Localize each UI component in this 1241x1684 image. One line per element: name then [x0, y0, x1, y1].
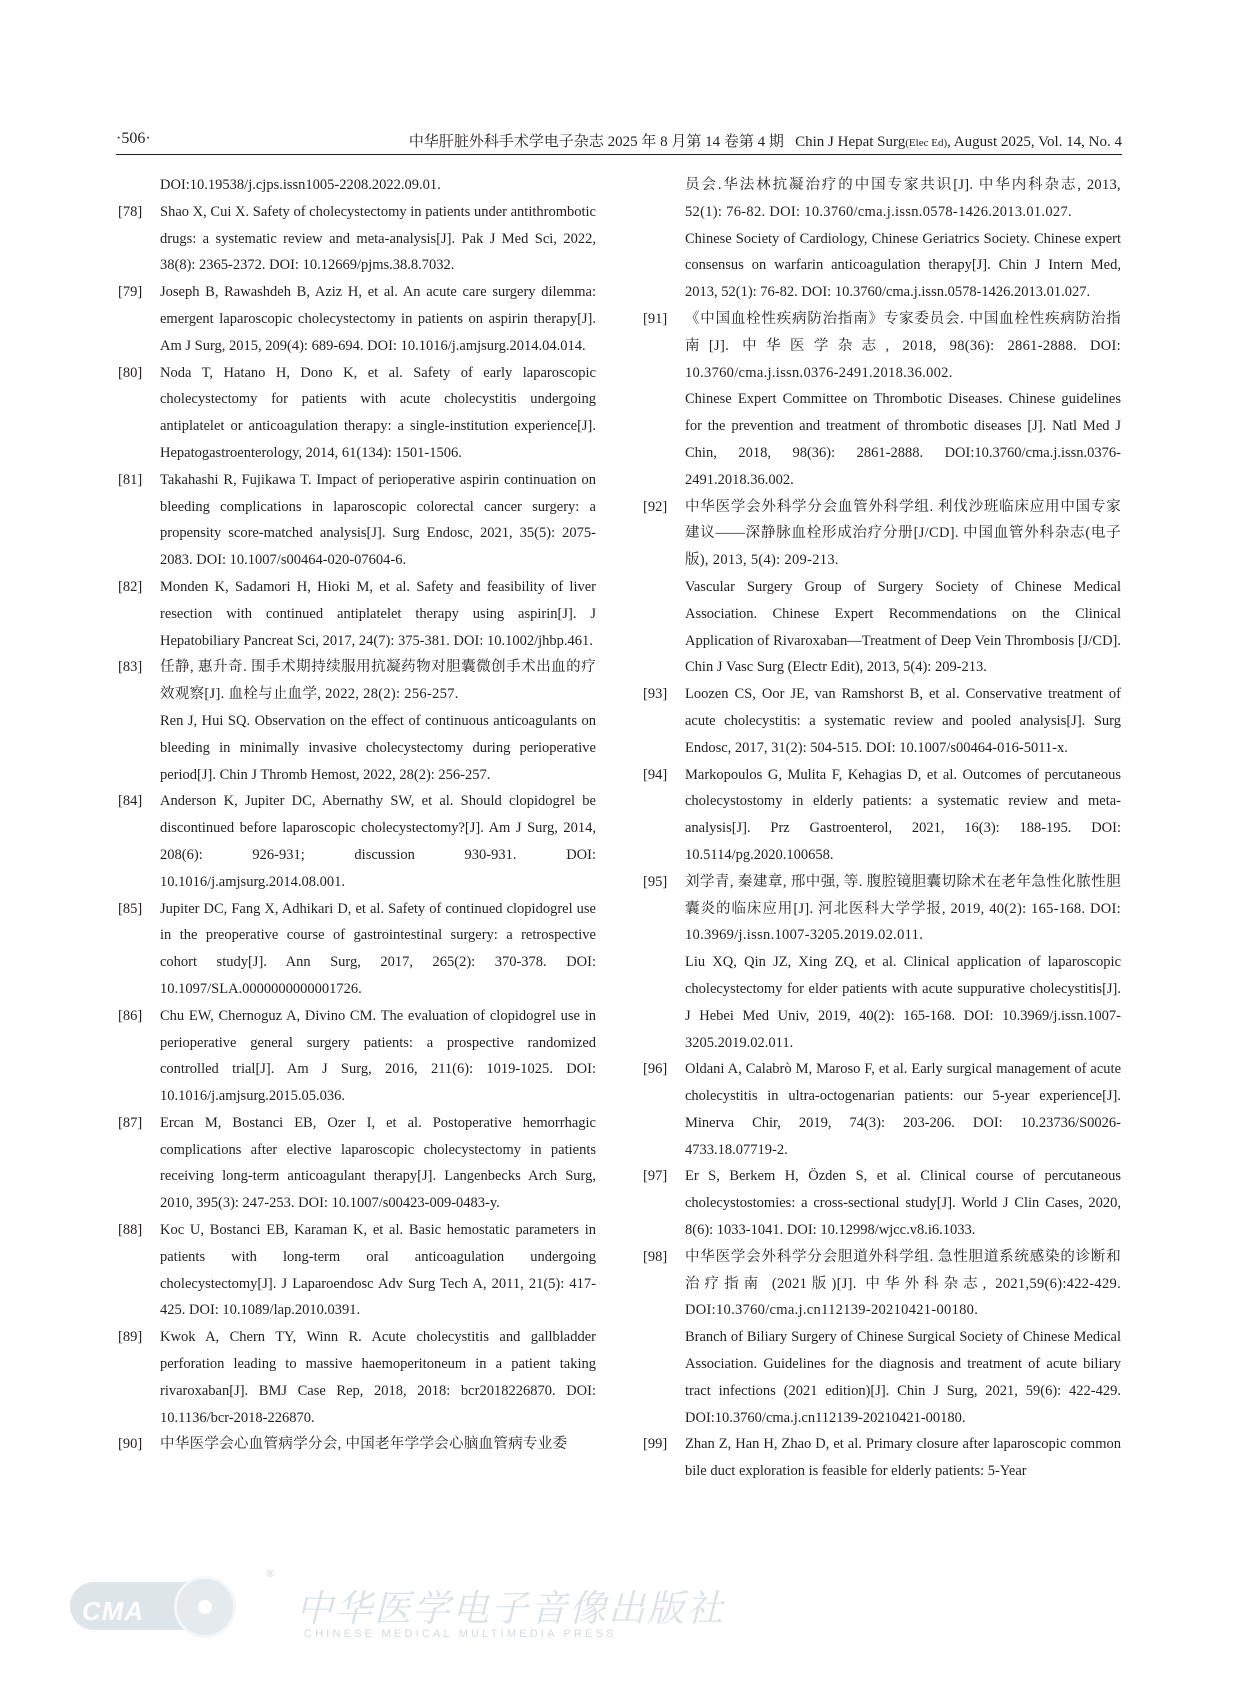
reference-item	[643, 1244, 1121, 1432]
reference-number: [97]	[643, 1168, 668, 1185]
reference-text: Ercan M, Bostanci EB, Ozer I, et al. Postoperative hemorrhagic complications after elective laparoscopic cholecystectomy in patients receiving long-term anticoagulant therapy[J]. Langenbecks Arch Surg, 2010, 395(3): 247-253. DOI: 10.1007/s00423-009-0483-y.	[160, 1114, 596, 1212]
reference-text: Monden K, Sadamori H, Hioki M, et al. Safety and feasibility of liver resection with continued antiplatelet therapy using aspirin[J]. J Hepatobiliary Pancreat Sci, 2017, 24(7): 375-381. DOI: 10.1002/jhbp.461.	[160, 578, 596, 649]
reference-item	[118, 1431, 596, 1458]
reference-item	[118, 574, 596, 654]
reference-number: [89]	[118, 1329, 143, 1346]
reference-number: [87]	[118, 1114, 143, 1131]
reference-continuation	[643, 172, 1121, 306]
reference-item	[118, 1003, 596, 1110]
reference-number: [83]	[118, 659, 143, 676]
reference-text: Loozen CS, Oor JE, van Ramshorst B, et al. Conservative treatment of acute cholecystitis: a systematic review and pooled analysis[J]. Surg Endosc, 2017, 31(2): 504-515. DOI: 10.1007/s00464-016-5011-x.	[685, 686, 1121, 756]
reference-number: [84]	[118, 793, 143, 810]
reference-text-cn: 员会.华法林抗凝治疗的中国专家共识[J]. 中华内科杂志, 2013, 52(1): 76-82. DOI: 10.3760/cma.j.issn.0578-1426.2013.01.027.	[685, 177, 1121, 220]
reference-column-right	[643, 172, 1121, 1485]
reference-item	[118, 467, 596, 574]
reference-text-cn: 中华医学会心血管病学分会, 中国老年学学会心脑血管病专业委	[160, 1436, 568, 1453]
journal-title-cn: 中华肝脏外科手术学电子杂志 2025 年 8 月第 14 卷第 4 期	[408, 134, 784, 150]
reference-text-en: Chinese Society of Cardiology, Chinese Geriatrics Society. Chinese expert consensus on warfarin anticoagulation therapy[J]. Chin J Intern Med, 2013, 52(1): 76-82. DOI: 10.3760/cma.j.issn.0578-1426.2013.01.027.	[685, 230, 1121, 301]
reference-number: [86]	[118, 1007, 143, 1024]
reference-number: [94]	[643, 766, 668, 783]
reference-item	[643, 681, 1121, 761]
reference-column-left	[118, 172, 596, 1458]
reference-text: Anderson K, Jupiter DC, Abernathy SW, et al. Should clopidogrel be discontinued before laparoscopic cholecystectomy?[J]. Am J Surg, 2014, 208(6): 926-931; discussion 930-931. DOI: 10.1016/j.amjsurg.2014.08.001.	[160, 793, 596, 890]
reference-item	[643, 1163, 1121, 1243]
reference-text-cn: 任静, 惠升奇. 围手术期持续服用抗凝药物对胆囊微创手术出血的疗效观察[J]. 血栓与止血学, 2022, 28(2): 256-257.	[160, 659, 596, 703]
journal-header	[409, 130, 1122, 151]
journal-edition: (Elec Ed)	[905, 137, 948, 149]
reference-number: [95]	[643, 873, 668, 890]
reference-text: Kwok A, Chern TY, Winn R. Acute cholecystitis and gallbladder perforation leading to massive haemoperitoneum in a patient taking rivaroxaban[J]. BMJ Case Rep, 2018, 2018: bcr2018226870. DOI: 10.1136/bcr-2018-226870.	[160, 1329, 596, 1426]
reference-item	[118, 1324, 596, 1431]
reference-text-en: Chinese Expert Committee on Thrombotic Diseases. Chinese guidelines for the prevention and treatment of thrombotic diseases [J]. Natl Med J Chin, 2018, 98(36): 2861-2888. DOI:10.3760/cma.j.issn.0376-2491.2018.36.002.	[685, 391, 1121, 488]
reference-continuation	[118, 172, 596, 199]
journal-issue-en: , August 2025, Vol. 14, No. 4	[947, 134, 1122, 150]
reference-item	[118, 360, 596, 467]
reference-item	[118, 1110, 596, 1217]
reference-number: [79]	[118, 284, 143, 301]
publisher-watermark	[70, 1568, 725, 1646]
registered-mark: ®	[266, 1568, 275, 1580]
publisher-name-en: CHINESE MEDICAL MULTIMEDIA PRESS	[304, 1628, 617, 1640]
reference-text-cn: 《中国血栓性疾病防治指南》专家委员会. 中国血栓性疾病防治指南[J]. 中华医学杂志, 2018, 98(36): 2861-2888. DOI: 10.3760/cma.j.issn.0376-2491.2018.36.002.	[685, 310, 1121, 381]
reference-item	[118, 654, 596, 788]
reference-text: Joseph B, Rawashdeh B, Aziz H, et al. An acute care surgery dilemma: emergent laparoscopic cholecystectomy in patients on aspirin therapy[J]. Am J Surg, 2015, 209(4): 689-694. DOI: 10.1016/j.amjsurg.2014.04.014.	[160, 284, 596, 354]
running-header	[116, 130, 1122, 155]
reference-text: Takahashi R, Fujikawa T. Impact of perioperative aspirin continuation on bleeding complications in laparoscopic colorectal cancer surgery: a propensity score-matched analysis[J]. Surg Endosc, 2021, 35(5): 2075-2083. DOI: 10.1007/s00464-020-07604-6.	[160, 471, 596, 569]
reference-number: [80]	[118, 364, 143, 381]
reference-text: Er S, Berkem H, Özden S, et al. Clinical course of percutaneous cholecystostomies: a cross-sectional study[J]. World J Clin Cases, 2020, 8(6): 1033-1041. DOI: 10.12998/wjcc.v8.i6.1033.	[685, 1168, 1121, 1239]
reference-text: Shao X, Cui X. Safety of cholecystectomy in patients under antithrombotic drugs: a systematic review and meta-analysis[J]. Pak J Med Sci, 2022, 38(8): 2365-2372. DOI: 10.12669/pjms.38.8.7032.	[160, 203, 596, 274]
reference-item	[118, 1217, 596, 1324]
reference-number: [81]	[118, 471, 143, 488]
reference-item	[118, 199, 596, 279]
reference-item	[643, 306, 1121, 494]
reference-text: Jupiter DC, Fang X, Adhikari D, et al. Safety of continued clopidogrel use in the preoperative course of gastrointestinal surgery: a retrospective cohort study[J]. Ann Surg, 2017, 265(2): 370-378. DOI: 10.1097/SLA.0000000000001726.	[160, 900, 596, 997]
reference-item	[643, 494, 1121, 682]
reference-number: [99]	[643, 1436, 668, 1453]
reference-number: [91]	[643, 310, 668, 327]
publisher-name-cn: 中华医学电子音像出版社	[296, 1589, 725, 1630]
reference-text: Zhan Z, Han H, Zhao D, et al. Primary closure after laparoscopic common bile duct exploration is feasible for elderly patients: 5-Year	[685, 1436, 1121, 1480]
reference-text: Markopoulos G, Mulita F, Kehagias D, et al. Outcomes of percutaneous cholecystostomy in elderly patients: a systematic review and meta-analysis[J]. Prz Gastroenterol, 2021, 16(3): 188-195. DOI: 10.5114/pg.2020.100658.	[685, 766, 1121, 863]
journal-title-en: Chin J Hepat Surg	[795, 134, 906, 150]
reference-item	[643, 762, 1121, 869]
reference-text: Chu EW, Chernoguz A, Divino CM. The evaluation of clopidogrel use in perioperative general surgery patients: a prospective randomized controlled trial[J]. Am J Surg, 2016, 211(6): 1019-1025. DOI: 10.1016/j.amjsurg.2015.05.036.	[160, 1007, 596, 1105]
reference-number: [92]	[643, 498, 668, 515]
page-number: ·506·	[116, 130, 151, 147]
reference-text-cn: 中华医学会外科学分会血管外科学组. 利伐沙班临床应用中国专家建议——深静脉血栓形成治疗分册[J/CD]. 中国血管外科杂志(电子版), 2013, 5(4): 209-213.	[685, 498, 1121, 569]
reference-item	[643, 1056, 1121, 1163]
cma-logo-text: CMA	[82, 1596, 145, 1626]
reference-number: [98]	[643, 1248, 668, 1265]
reference-item	[118, 279, 596, 359]
reference-text-en: Liu XQ, Qin JZ, Xing ZQ, et al. Clinical application of laparoscopic cholecystectomy for elder patients with acute suppurative cholecystitis[J]. J Hebei Med Univ, 2019, 40(2): 165-168. DOI: 10.3969/j.issn.1007-3205.2019.02.011.	[685, 954, 1121, 1051]
reference-number: [85]	[118, 900, 143, 917]
reference-item	[118, 896, 596, 1003]
reference-item	[643, 869, 1121, 1057]
reference-number: [93]	[643, 686, 668, 703]
reference-text: Noda T, Hatano H, Dono K, et al. Safety of early laparoscopic cholecystectomy for patients with acute cholecystitis undergoing antiplatelet or anticoagulation therapy: a single-institution experience[J]. Hepatogastroenterology, 2014, 61(134): 1501-1506.	[160, 364, 596, 461]
disc-icon	[174, 1576, 236, 1638]
reference-number: [90]	[118, 1436, 143, 1453]
reference-text-cn: 中华医学会外科学分会胆道外科学组. 急性胆道系统感染的诊断和治疗指南 (2021版)[J]. 中华外科杂志, 2021,59(6):422-429. DOI:10.3760/cma.j.cn112139-20210421-00180.	[685, 1248, 1121, 1319]
reference-text-en: Branch of Biliary Surgery of Chinese Surgical Society of Chinese Medical Association. Guidelines for the diagnosis and treatment of acute biliary tract infections (2021 edition)[J]. Chin J Surg, 2021, 59(6): 422-429. DOI:10.3760/cma.j.cn112139-20210421-00180.	[685, 1329, 1121, 1426]
reference-number: [96]	[643, 1061, 668, 1078]
reference-item	[643, 1431, 1121, 1485]
reference-text-cn: 刘学青, 秦建章, 邢中强, 等. 腹腔镜胆囊切除术在老年急性化脓性胆囊炎的临床应用[J]. 河北医科大学学报, 2019, 40(2): 165-168. DOI: 10.3969/j.issn.1007-3205.2019.02.011.	[685, 873, 1121, 944]
reference-text-en: Ren J, Hui SQ. Observation on the effect of continuous anticoagulants on bleeding in minimally invasive cholecystectomy during perioperative period[J]. Chin J Thromb Hemost, 2022, 28(2): 256-257.	[160, 712, 596, 783]
reference-number: [82]	[118, 578, 143, 595]
reference-text-en: Vascular Surgery Group of Surgery Society of Chinese Medical Association. Chinese Expert Recommendations on the Clinical Application of Rivaroxaban—Treatment of Deep Vein Thrombosis [J/CD]. Chin J Vasc Surg (Electr Edit), 2013, 5(4): 209-213.	[685, 578, 1121, 676]
reference-number: [78]	[118, 203, 143, 220]
reference-number: [88]	[118, 1222, 143, 1239]
reference-text: Koc U, Bostanci EB, Karaman K, et al. Basic hemostatic parameters in patients with long-term oral anticoagulation undergoing cholecystectomy[J]. J Laparoendosc Adv Surg Tech A, 2011, 21(5): 417-425. DOI: 10.1089/lap.2010.0391.	[160, 1222, 596, 1319]
reference-text: DOI:10.19538/j.cjps.issn1005-2208.2022.09.01.	[160, 177, 441, 193]
reference-text: Oldani A, Calabrò M, Maroso F, et al. Early surgical management of acute cholecystitis in ultra-octogenarian patients: our 5-year experience[J]. Minerva Chir, 2019, 74(3): 203-206. DOI: 10.23736/S0026-4733.18.07719-2.	[685, 1061, 1121, 1158]
reference-item	[118, 788, 596, 895]
